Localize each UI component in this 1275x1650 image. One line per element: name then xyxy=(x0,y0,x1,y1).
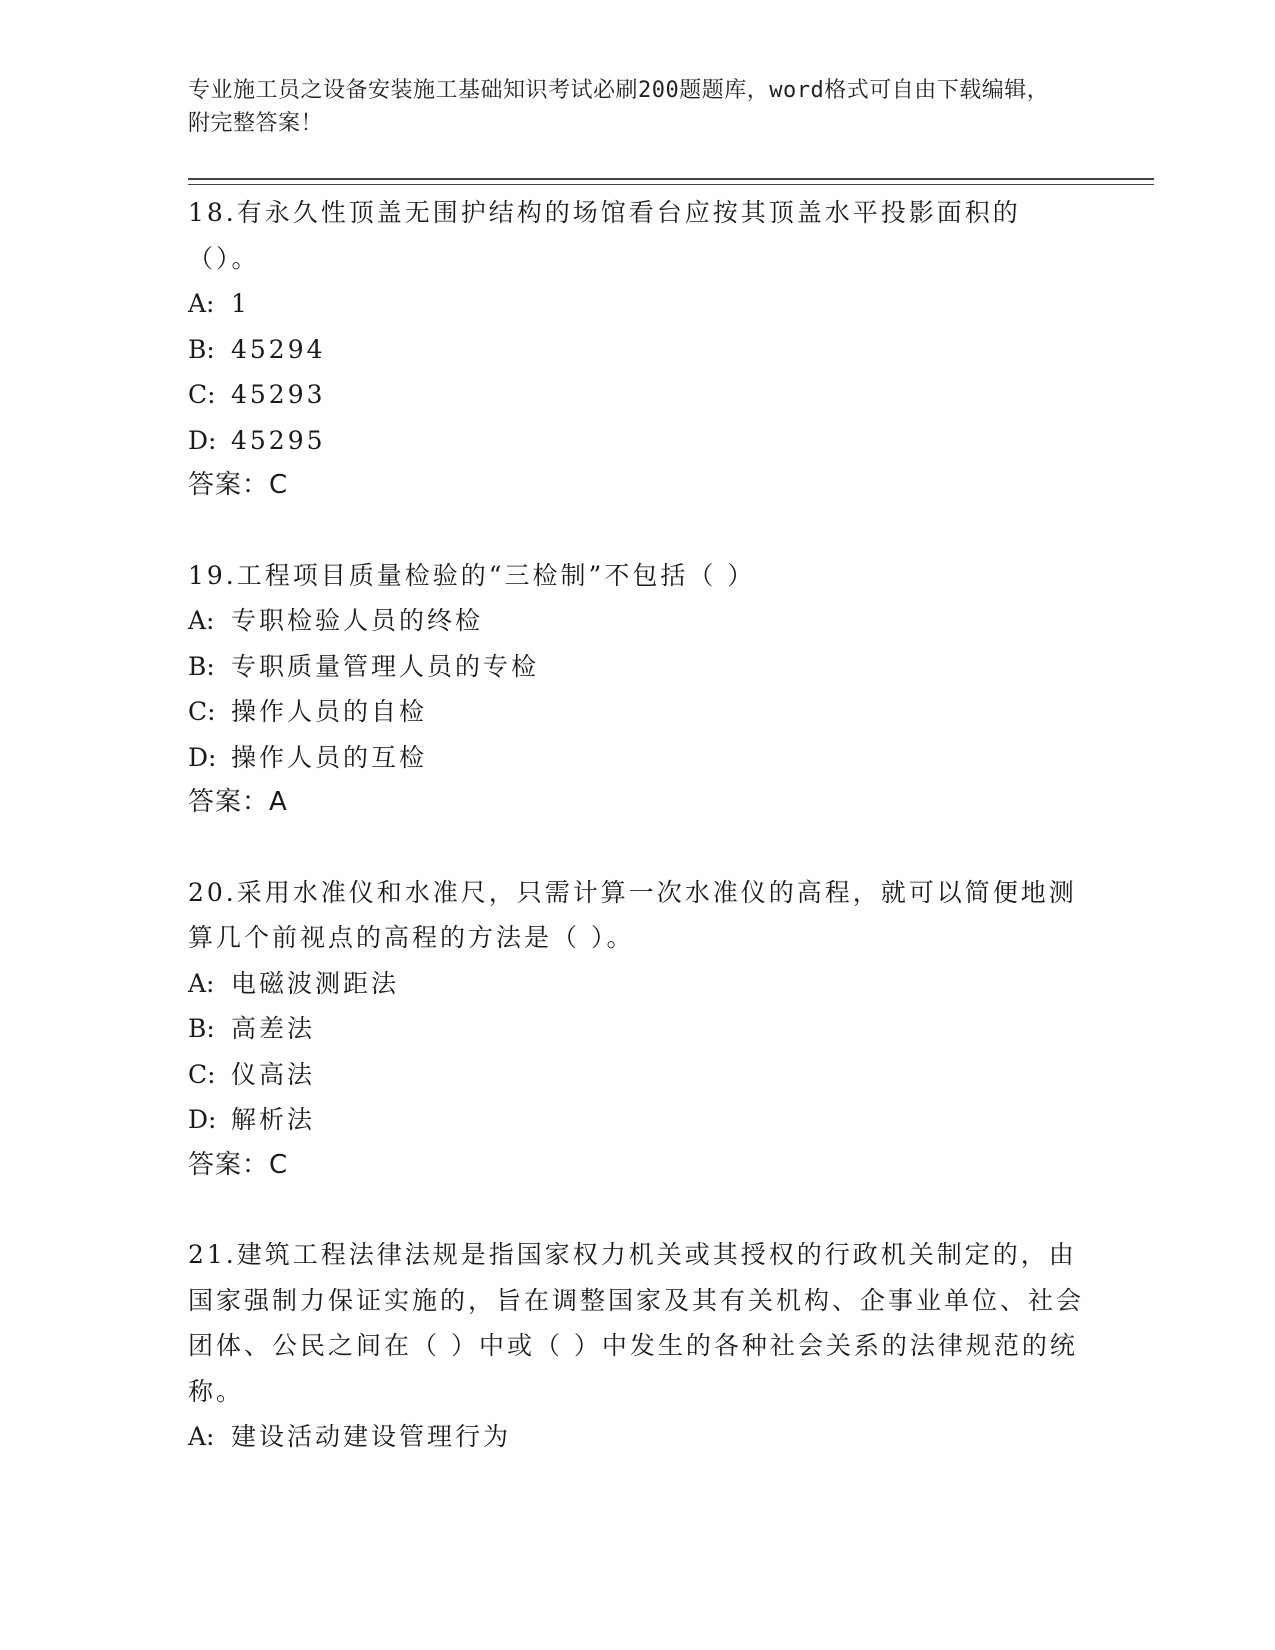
option-label: B: xyxy=(188,334,215,364)
option-d xyxy=(188,418,1088,464)
option-label: D: xyxy=(188,742,217,772)
option-label: D: xyxy=(188,425,217,455)
option-text: 高差法 xyxy=(231,1014,316,1043)
option-b xyxy=(188,644,1088,690)
option-d xyxy=(188,1097,1088,1143)
option-text: 1 xyxy=(231,289,250,318)
option-b xyxy=(188,1006,1088,1052)
option-a xyxy=(188,598,1088,644)
question-text: 20.采用水准仪和水准尺，只需计算一次水准仪的高程，就可以简便地测算几个前视点的高程的方法是（ ）。 xyxy=(188,877,1077,952)
answer: 答案：A xyxy=(188,787,288,817)
header-divider xyxy=(188,178,1154,180)
option-text: 解析法 xyxy=(231,1105,316,1134)
option-c xyxy=(188,1052,1088,1098)
option-text: 电磁波测距法 xyxy=(231,968,400,998)
question-21 xyxy=(188,1232,1088,1460)
document-title: 专业施工员之设备安装施工基础知识考试必刷200题题库，word格式可自由下载编辑，附完整答案！ xyxy=(188,78,1050,136)
option-c xyxy=(188,689,1088,735)
option-d xyxy=(188,735,1088,781)
option-a xyxy=(188,961,1088,1007)
option-a xyxy=(188,1414,1088,1460)
question-text: 21.建筑工程法律法规是指国家权力机关或其授权的行政机关制定的，由国家强制力保证实施的，旨在调整国家及其有关机构、企事业单位、社会团体、公民之间在（ ）中或（ ）中发生的各种社会关系的法律规范的统称。 xyxy=(188,1240,1085,1406)
question-list xyxy=(188,190,1088,1504)
option-text: 建设活动建设管理行为 xyxy=(231,1422,512,1451)
option-text: 专职检验人员的终检 xyxy=(231,606,484,635)
question-text: 19.工程项目质量检验的“三检制”不包括（ ） xyxy=(188,560,756,590)
option-label: D: xyxy=(188,1105,217,1134)
question-18 xyxy=(188,190,1088,509)
option-label: C: xyxy=(188,1059,216,1089)
option-text: 操作人员的互检 xyxy=(231,742,428,772)
option-text: 45294 xyxy=(231,334,326,364)
option-label: A: xyxy=(188,968,215,998)
option-text: 45293 xyxy=(231,380,326,409)
option-text: 仪高法 xyxy=(231,1059,316,1089)
document-header xyxy=(188,74,1068,140)
question-20 xyxy=(188,870,1088,1189)
header-divider-secondary xyxy=(188,184,1154,185)
option-label: B: xyxy=(188,1014,215,1043)
option-label: C: xyxy=(188,380,216,409)
option-label: A: xyxy=(188,1422,215,1451)
option-label: C: xyxy=(188,697,216,726)
question-19 xyxy=(188,553,1088,826)
option-text: 专职质量管理人员的专检 xyxy=(231,651,540,681)
option-label: A: xyxy=(188,606,215,635)
question-text: 18.有永久性顶盖无围护结构的场馆看台应按其顶盖水平投影面积的（）。 xyxy=(188,198,1021,273)
option-b xyxy=(188,327,1088,373)
answer: 答案：C xyxy=(188,1149,289,1180)
option-text: 45295 xyxy=(231,425,326,455)
option-a xyxy=(188,281,1088,327)
option-c xyxy=(188,372,1088,418)
answer: 答案：C xyxy=(188,470,289,500)
option-text: 操作人员的自检 xyxy=(231,697,428,726)
option-label: B: xyxy=(188,651,215,681)
option-label: A: xyxy=(188,289,215,318)
